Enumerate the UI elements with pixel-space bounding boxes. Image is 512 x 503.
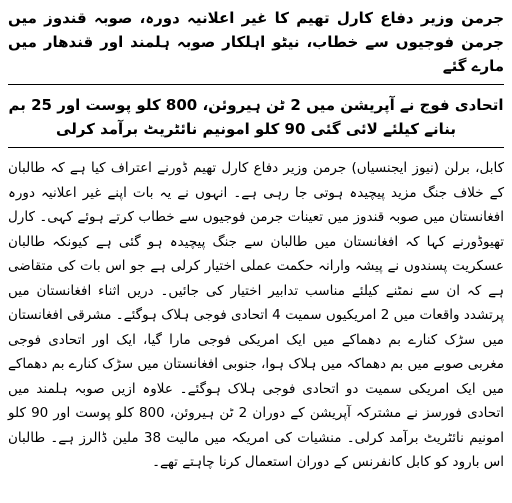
headline-divider xyxy=(8,84,504,85)
news-article xyxy=(8,6,504,497)
subhead-divider xyxy=(8,147,504,148)
article-body: کابل، برلن (نیوز ایجنسیاں) جرمن وزیر دفاع کارل تھیم ڈورنے اعتراف کیا ہے کہ طالبان کے خلاف جنگ مزید پیچیدہ ہوتی جا رہی ہے۔ انہوں نے یہ بات اپنے غیر اعلانیہ دورہ افغانستان میں صوبہ قندوز میں تعینات جرمن فوجیوں سے خطاب کرتے ہوئے کہی۔ کارل تھیوڈورنے کہا کہ افغانستان میں طالبان سے جنگ پیچیدہ ہو گئی ہے کیونکہ طالبان عسکریت پسندوں نے پیشہ وارانہ حکمت عملی اختیار کرلی ہے جو اس بات کی متقاضی ہے کہ ان سے نمٹنے کیلئے مناسب تدابیر اختیار کی جائیں۔ دریں اثناء افغانستان میں پرتشدد واقعات میں 2 امریکیوں سمیت 4 اتحادی فوجی ہلاک ہوگئے۔ مشرقی افغانستان میں سڑک کنارے بم دھماکے میں ایک امریکی فوجی مارا گیا، ایک اور اتحادی فوجی مغربی صوبے میں بم دھماکہ میں ہلاک ہوا، جنوبی افغانستان میں سڑک کنارے بم دھماکے میں ایک امریکی سمیت دو اتحادی فوجی ہلاک ہوگئے۔ علاوہ ازیں صوبہ ہلمند میں اتحادی فورسز نے مشترکہ آپریشن کے دوران 2 ٹن ہیروئن، 800 کلو پوست اور 90 کلو امونیم نائٹریٹ برآمد کرلی۔ منشیات کی امریکہ میں مالیت 38 ملین ڈالرز ہے۔ طالبان اس بارود کو کابل کانفرنس کے دوران استعمال کرنا چاہتے تھے۔ xyxy=(8,160,504,470)
subheadline: اتحادی فوج نے آپریشن میں 2 ٹن ہیروئن، 800 کلو پوست اور 25 بم بنانے کیلئے لائی گئی 90 کلو امونیم نائٹریٹ برآمد کرلی xyxy=(8,96,504,138)
headline: جرمن وزیر دفاع کارل تھیم کا غیر اعلانیہ دورہ، صوبہ قندوز میں جرمن فوجیوں سے خطاب، نیٹو اہلکار صوبہ ہلمند اور قندھار میں مارے گئے xyxy=(8,9,504,75)
